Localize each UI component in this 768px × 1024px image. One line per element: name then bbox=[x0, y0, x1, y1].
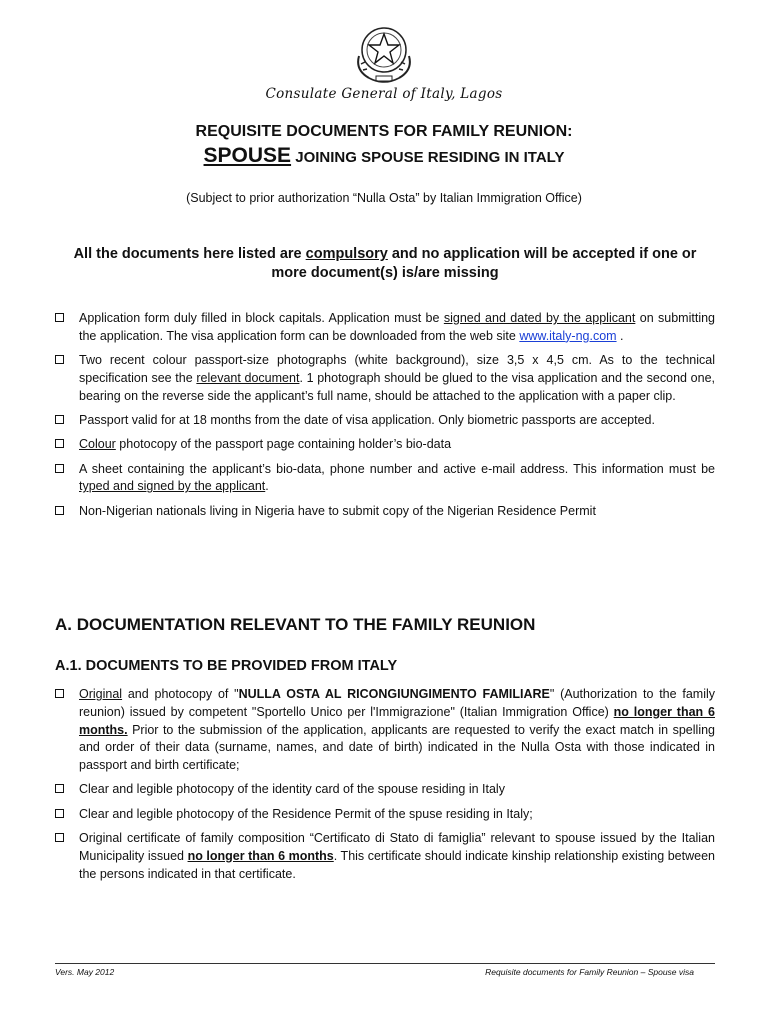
checkbox-icon bbox=[55, 784, 64, 793]
footer-version: Vers. May 2012 bbox=[55, 967, 115, 977]
authorization-note: (Subject to prior authorization “Nulla Osta” by Italian Immigration Office) bbox=[186, 191, 582, 205]
section-a-heading: A. DOCUMENTATION RELEVANT TO THE FAMILY REUNION bbox=[55, 615, 536, 634]
list-item: Passport valid for at 18 months from the date of visa application. Only biometric passports are accepted. bbox=[55, 412, 715, 430]
list-item: Clear and legible photocopy of the Residence Permit of the spuse residing in Italy; bbox=[55, 806, 715, 824]
relevant-document-link[interactable]: relevant document bbox=[196, 370, 300, 385]
italian-republic-emblem-icon bbox=[349, 20, 419, 88]
checkbox-icon bbox=[55, 439, 64, 448]
general-requirements-list bbox=[55, 310, 715, 527]
list-item: Clear and legible photocopy of the identity card of the spouse residing in Italy bbox=[55, 781, 715, 799]
checkbox-icon bbox=[55, 415, 64, 424]
list-item: Two recent colour passport-size photographs (white background), size 3,5 x 4,5 cm. As to the technical specification see the relevant document. 1 photograph should be glued to the visa application and the second one, bearing on the reverse side the applicant’s full name, should be attached to the application with a paper clip. bbox=[55, 352, 715, 405]
list-item: Application form duly filled in block capitals. Application must be signed and dated by the applicant on submitting the application. The visa application form can be downloaded from the web site www.italy-ng.com . bbox=[55, 310, 715, 346]
compulsory-notice: All the documents here listed are compulsory and no application will be accepted if one or more document(s) is/are missing bbox=[73, 246, 697, 281]
checkbox-icon bbox=[55, 355, 64, 364]
footer-doc-title: Requisite documents for Family Reunion – Spouse visa bbox=[485, 967, 694, 977]
title-spouse: SPOUSE bbox=[203, 144, 292, 167]
checkbox-icon bbox=[55, 833, 64, 842]
list-item: Non-Nigerian nationals living in Nigeria have to submit copy of the Nigerian Residence Permit bbox=[55, 503, 715, 521]
footer-divider bbox=[55, 963, 715, 964]
italy-documents-list bbox=[55, 686, 715, 890]
title-rest: JOINING SPOUSE RESIDING IN ITALY bbox=[291, 149, 565, 166]
checkbox-icon bbox=[55, 809, 64, 818]
checkbox-icon bbox=[55, 464, 64, 473]
list-item: Original certificate of family composition “Certificato di Stato di famiglia” relevant to spouse issued by the Italian Municipality issued no longer than 6 months. This certificate should indicate kinship relationship existing between the persons indicated in that certificate. bbox=[55, 830, 715, 883]
website-link[interactable]: www.italy-ng.com bbox=[519, 328, 617, 343]
compulsory-word: compulsory bbox=[305, 246, 388, 262]
checkbox-icon bbox=[55, 689, 64, 698]
section-a1-heading: A.1. DOCUMENTS TO BE PROVIDED FROM ITALY bbox=[55, 658, 398, 674]
checkbox-icon bbox=[55, 313, 64, 322]
document-subtitle-title bbox=[0, 144, 768, 168]
document-title: REQUISITE DOCUMENTS FOR FAMILY REUNION: bbox=[195, 123, 573, 140]
consulate-name: Consulate General of Italy, Lagos bbox=[265, 86, 503, 102]
checkbox-icon bbox=[55, 506, 64, 515]
list-item: Colour photocopy of the passport page containing holder’s bio-data bbox=[55, 436, 715, 454]
list-item: A sheet containing the applicant’s bio-data, phone number and active e-mail address. This information must be typed and signed by the applicant. bbox=[55, 461, 715, 497]
list-item: Original and photocopy of "NULLA OSTA AL RICONGIUNGIMENTO FAMILIARE" (Authorization to the family reunion) issued by competent "Sportello Unico per l'Immigrazione" (Italian Immigration Office) no longer than 6 months. Prior to the submission of the application, applicants are requested to verify the exact match in spelling and order of their data (surname, names, and date of birth) indicated in the Nulla Osta with those indicated in passport and birth certificate; bbox=[55, 686, 715, 775]
